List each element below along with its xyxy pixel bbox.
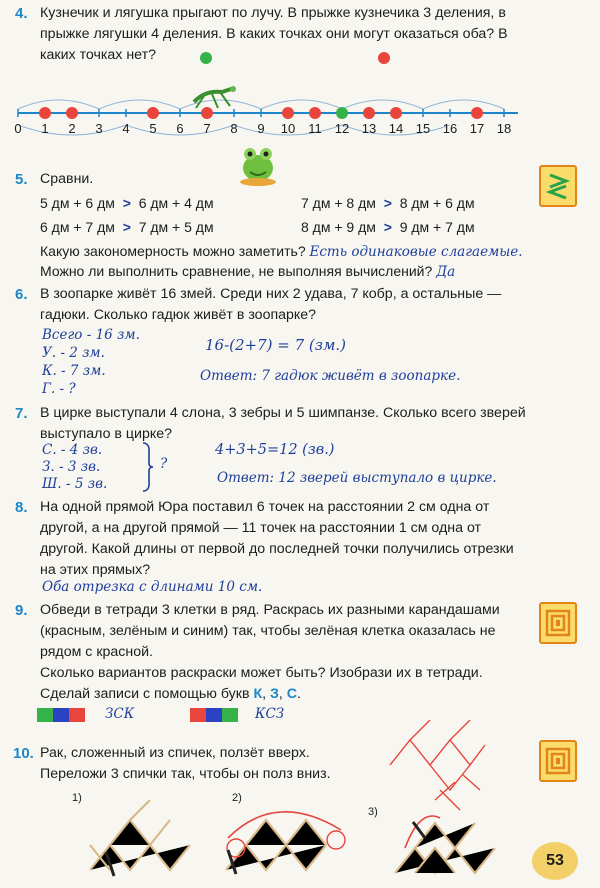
note-line: С. - 4 зв. [42,442,103,458]
task-9-text-2: Сколько вариантов раскраски может быть? Изобрази их в тетради. Сделай записи с помощью букв К, З, С. [40,665,483,702]
question-text: Можно ли выполнить сравнение, не выполняя вычислений? [40,263,433,279]
compare-sign: > [122,219,131,235]
task-8-number: 8. [15,499,28,516]
task-8-answer: Оба отрезка с длинами 10 см. [42,579,263,595]
green-cell [222,708,238,722]
ray-tick-label: 1 [41,121,49,136]
task-4-text: Кузнечик и лягушка прыгают по лучу. В прыжке кузнечика 3 деления, в прыжке лягушки 4 деления. В каких точках они могут оказаться оба? В каких точках нет? [40,5,508,63]
spiral-pencil-icon [539,602,577,644]
figure-1-label: 1) [72,792,82,804]
task-5 [16,169,530,190]
task-7-answer: Ответ: 12 зверей выступало в цирке. [217,470,497,486]
green-point [336,107,348,119]
task-10 [13,743,370,785]
highlighted-match [413,822,425,838]
task-9 [16,600,530,705]
ray-tick-label: 14 [388,121,404,136]
spiral-pencil-icon-2 [539,740,577,782]
compare-signs-icon [539,165,577,207]
blue-cell [53,708,69,722]
ray-tick-label: 10 [280,121,296,136]
ray-tick-label: 11 [308,121,322,136]
compare-expr: 7 дм + 8 дм [301,195,376,211]
note-line: Ш. - 5 зв. [42,476,108,492]
task-7-notes [42,442,107,493]
jump-arc [18,100,99,109]
compare-expr: 8 дм + 9 дм [301,219,376,235]
answer-dots [196,50,396,68]
red-point [390,107,402,119]
note-line: К. - 7 зм. [42,363,106,379]
compare-row-1-right [301,195,475,211]
variant-1-cells [37,708,85,722]
ray-tick-label: 16 [442,121,458,136]
note-line: У. - 2 зм. [42,345,105,361]
task-7-number: 7. [15,405,28,422]
figure-2-label: 2) [232,792,242,804]
task-6 [16,284,530,326]
ray-tick-label: 6 [176,121,184,136]
ray-tick-label: 8 [230,121,238,136]
red-dot-icon [378,52,390,64]
matchstick-crab-2 [216,790,356,880]
task-9-text-2-body: Сколько вариантов раскраски может быть? Изобрази их в тетради. Сделай записи с помощью букв [40,665,483,702]
compare-row-1-left [40,195,214,211]
page-number: 53 [532,842,578,880]
red-cell [190,708,206,722]
note-line: Всего - 16 зм. [42,327,140,343]
green-dot-icon [200,52,212,64]
jump-arc [423,100,504,109]
jump-arc [99,100,180,109]
jump-arc [342,100,423,109]
red-point [282,107,294,119]
ray-tick-label: 18 [496,121,512,136]
ray-tick-label: 7 [203,121,211,136]
red-point [66,107,78,119]
question-text: Какую закономерность можно заметить? [40,243,306,259]
task-6-text: В зоопарке живёт 16 змей. Среди них 2 удава, 7 кобр, а остальные — гадюки. Сколько гадюк живёт в зоопарке? [40,286,502,323]
variant-2-label: КСЗ [255,706,285,722]
grasshopper-icon [190,80,240,112]
ray-tick-label: 0 [14,121,22,136]
task-6-notes [42,326,140,398]
variant-1-label: ЗСК [105,706,135,722]
compare-sign: > [122,195,131,211]
task-7-text: В цирке выступали 4 слона, 3 зебры и 5 шимпанзе. Сколько всего зверей выступало в цирке? [40,405,526,442]
red-cell [69,708,85,722]
circle-mark-icon [327,831,345,849]
task-5-question-1 [40,243,523,260]
jump-arc [261,100,342,109]
letter-s: С [286,686,298,702]
ray-tick-label: 12 [334,121,350,136]
letter-k: К [253,686,263,702]
note-line: З. - 3 зв. [42,459,101,475]
task-6-expression: 16-(2+7) = 7 (зм.) [205,336,347,354]
red-point [471,107,483,119]
ray-tick-label: 15 [415,121,431,136]
variant-2-cells [190,708,238,722]
task-9-text: Обведи в тетради 3 клетки в ряд. Раскрась их разными карандашами (красным, зелёным и синим) так, чтобы зелёная клетка оказалась не рядом с красной. [40,602,500,660]
task-5-title: Сравни. [40,171,94,187]
compare-sign: > [383,195,392,211]
compare-expr: 8 дм + 6 дм [399,195,475,211]
task-6-answer: Ответ: 7 гадюк живёт в зоопарке. [200,368,461,384]
red-point [363,107,375,119]
matchstick-crab-3 [385,808,505,880]
compare-expr: 6 дм + 4 дм [138,195,214,211]
ray-tick-label: 13 [361,121,377,136]
compare-expr: 9 дм + 7 дм [399,219,475,235]
compare-sign: > [383,219,392,235]
compare-expr: 6 дм + 7 дм [40,219,115,235]
ray-tick-label: 17 [469,121,485,136]
task-6-number: 6. [15,286,28,303]
compare-expr: 5 дм + 6 дм [40,195,115,211]
matchstick-solution [385,720,495,815]
green-cell [37,708,53,722]
figure-3-label: 3) [368,806,378,818]
brace-icon [140,441,154,493]
ray-tick-label: 2 [68,121,76,136]
matchstick-crab-1 [80,800,200,880]
red-point [309,107,321,119]
task-10-text: Рак, сложенный из спичек, ползёт вверх. Переложи 3 спички так, чтобы он полз вниз. [40,745,331,782]
blue-cell [206,708,222,722]
ray-tick-label: 4 [122,121,130,136]
red-point [39,107,51,119]
handwritten-answer: Есть одинаковые слагаемые. [309,244,523,260]
arrow-icon [228,812,341,838]
task-7-expression: 4+3+5=12 (зв.) [215,442,335,458]
compare-expr: 7 дм + 5 дм [138,219,214,235]
note-line: Г. - ? [42,381,76,397]
handwritten-answer: Да [436,264,456,280]
task-7 [16,403,530,445]
task-8 [16,497,530,581]
task-9-number: 9. [15,602,28,619]
ray-tick-label: 3 [95,121,103,136]
ray-tick-label: 9 [257,121,265,136]
red-point [147,107,159,119]
task-4-number: 4. [15,5,28,22]
task-5-number: 5. [15,171,28,188]
task-8-text: На одной прямой Юра поставил 6 точек на расстоянии 2 см одна от другой, а на другой прямой — 11 точек на расстоянии 1 см одна от другой. Какой длины от первой до последней точки получились отрезки на этих прямых? [40,499,514,578]
ray-tick-label: 5 [149,121,157,136]
compare-row-2-right [301,219,475,235]
task-5-question-2 [40,263,455,280]
task-10-number: 10. [13,745,34,762]
task-7-question-mark: ? [160,456,168,472]
letter-z: З [270,686,279,702]
compare-row-2-left [40,219,214,235]
